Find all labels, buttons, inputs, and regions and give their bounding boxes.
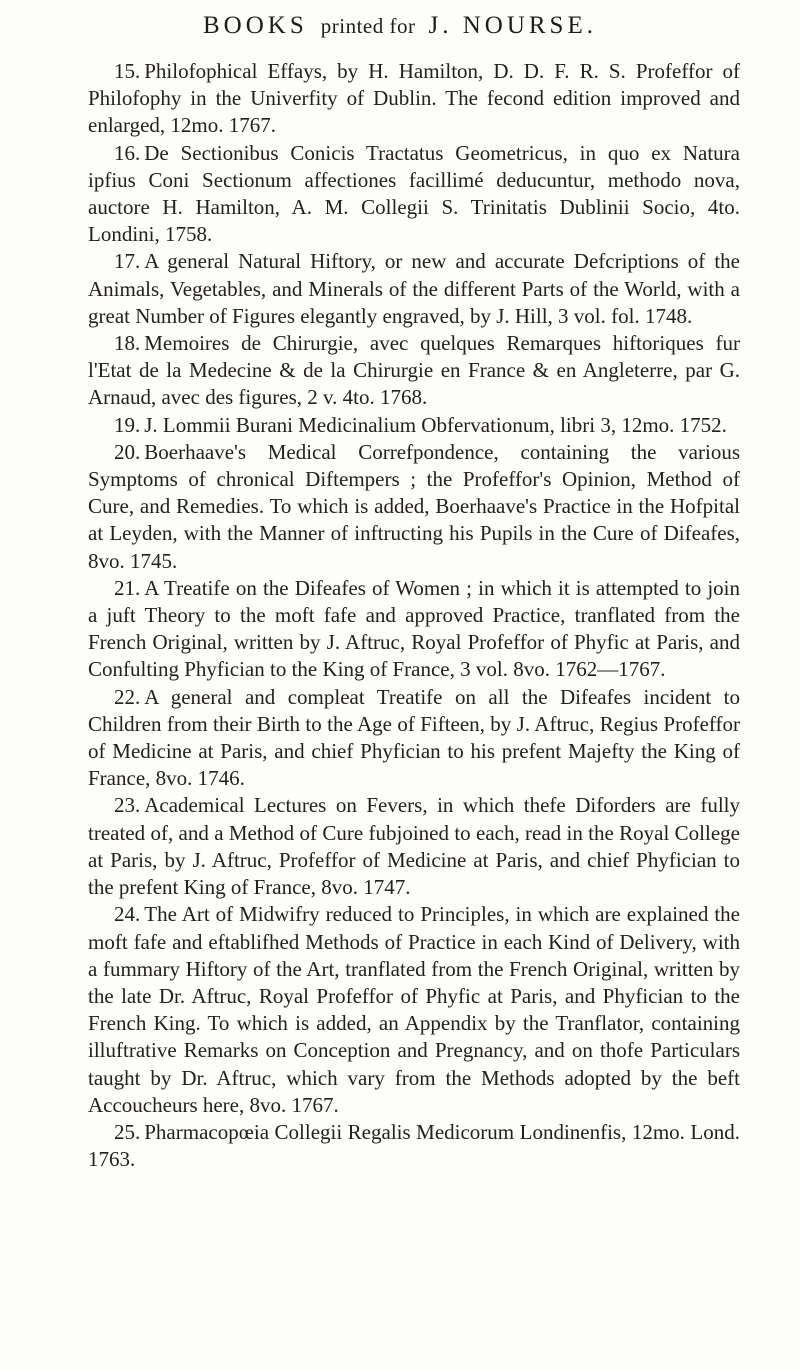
- entry-text: A Treatife on the Difeafes of Women ; in which it is attempted to join a juft Theory to the moft fafe and approved Practice, tranflated from the French Original, written by J. Aftruc, Royal Profeffor of Phyfic at Paris, and Confulting Phyfician to the King of France, 3 vol. 8vo. 1762—1767.: [88, 575, 740, 682]
- book-entry-24: [88, 901, 740, 1119]
- book-entry-20: [88, 439, 740, 575]
- running-head-books: BOOKS: [203, 12, 308, 39]
- book-entry-22: [88, 684, 740, 793]
- book-list: [88, 58, 740, 1173]
- entry-number: 21.: [114, 575, 141, 600]
- book-entry-21: [88, 575, 740, 684]
- running-head: [0, 12, 800, 40]
- entry-text: J. Lommii Burani Medicinalium Obfervationum, libri 3, 12mo. 1752.: [144, 412, 727, 437]
- running-head-publisher: J. NOURSE.: [428, 12, 597, 39]
- entry-number: 15.: [114, 59, 141, 83]
- entry-text: Memoires de Chirurgie, avec quelques Remarques hiftoriques fur l'Etat de la Medecine & de la Chirurgie en France & en Angleterre, par G. Arnaud, avec des figures, 2 v. 4to. 1768.: [88, 331, 740, 410]
- book-entry-16: [88, 140, 740, 249]
- book-entry-17: [88, 248, 740, 330]
- entry-text: Academical Lectures on Fevers, in which thefe Diforders are fully treated of, and a Method of Cure fubjoined to each, read in the Royal College at Paris, by J. Aftruc, Profeffor of Medicine at Paris, and chief Phyfician to the prefent King of France, 8vo. 1747.: [88, 793, 740, 900]
- entry-number: 25.: [114, 1119, 141, 1144]
- entry-text: The Art of Midwifry reduced to Principles, in which are explained the moft fafe and eftablifhed Methods of Practice in each Kind of Delivery, with a fummary Hiftory of the Art, tranflated from the French Original, written by the late Dr. Aftruc, Royal Profeffor of Phyfic at Paris, and Phyfician to the French King. To which is added, an Appendix by the Tranflator, containing illuftrative Remarks on Conception and Pregnancy, and on thofe Particulars taught by Dr. Aftruc, which vary from the Methods adopted by the beft Accoucheurs here, 8vo. 1767.: [88, 902, 740, 1117]
- entry-text: Philofophical Effays, by H. Hamilton, D. D. F. R. S. Profeffor of Philofophy in the Univerfity of Dublin. The fecond edition improved and enlarged, 12mo. 1767.: [88, 59, 740, 138]
- entry-text: A general Natural Hiftory, or new and accurate Defcriptions of the Animals, Vegetables, and Minerals of the different Parts of the World, with a great Number of Figures elegantly engraved, by J. Hill, 3 vol. fol. 1748.: [88, 249, 740, 328]
- book-entry-15: [88, 58, 740, 140]
- book-entry-18: [88, 330, 740, 412]
- book-entry-19: [88, 412, 740, 439]
- entry-text: De Sectionibus Conicis Tractatus Geometricus, in quo ex Natura ipfius Coni Sectionum affectiones facillimé deducuntur, methodo nova, auctore H. Hamilton, A. M. Collegii S. Trinitatis Dublinii Socio, 4to. Londini, 1758.: [88, 140, 740, 247]
- entry-number: 23.: [114, 793, 141, 818]
- book-entry-23: [88, 792, 740, 901]
- entry-number: 18.: [114, 331, 141, 356]
- entry-text: Pharmacopœia Collegii Regalis Medicorum Londinenfis, 12mo. Lond. 1763.: [88, 1119, 740, 1172]
- book-entry-25: [88, 1119, 740, 1173]
- entry-number: 17.: [114, 249, 141, 274]
- entry-text: Boerhaave's Medical Correfpondence, containing the various Symptoms of chronical Diftempers ; the Profeffor's Opinion, Method of Cure, and Remedies. To which is added, Boerhaave's Practice in the Hofpital at Leyden, with the Manner of inftructing his Pupils in the Cure of Difeafes, 8vo. 1745.: [88, 439, 740, 573]
- entry-number: 24.: [114, 902, 141, 927]
- entry-number: 20.: [114, 439, 141, 464]
- entry-number: 19.: [114, 412, 141, 437]
- entry-number: 22.: [114, 684, 141, 709]
- entry-text: A general and compleat Treatife on all the Difeafes incident to Children from their Birth to the Age of Fifteen, by J. Aftruc, Regius Profeffor of Medicine at Paris, and chief Phyfician to his prefent Majefty the King of France, 8vo. 1746.: [88, 684, 740, 791]
- running-head-printed-for: printed for: [320, 14, 416, 38]
- entry-number: 16.: [114, 140, 141, 165]
